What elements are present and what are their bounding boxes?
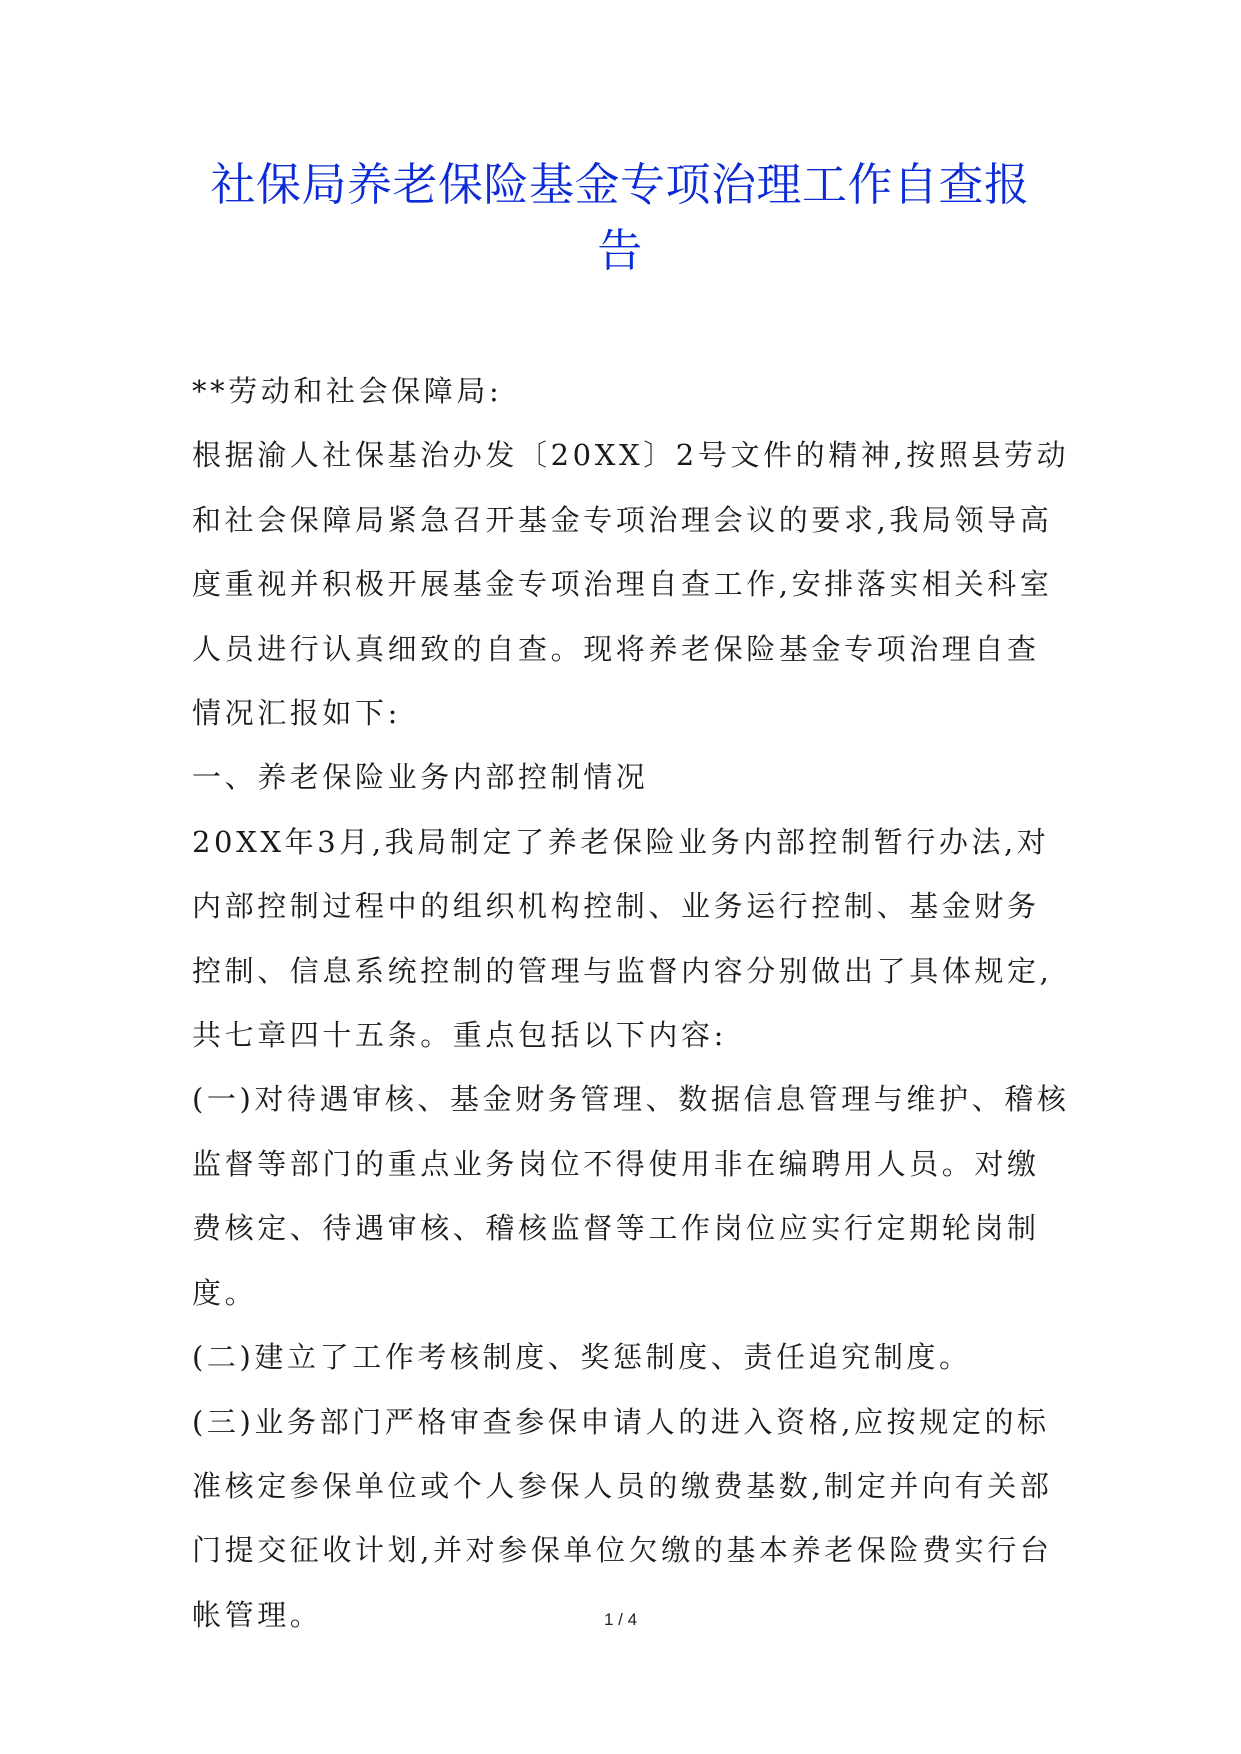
paragraph-internal-control: 20XX年3月,我局制定了养老保险业务内部控制暂行办法,对内部控制过程中的组织机构控制、业务运行控制、基金财务控制、信息系统控制的管理与监督内容分别做出了具体规定,共七章四十五条。重点包括以下内容:: [192, 824, 1053, 1053]
paragraph-intro: 根据渝人社保基治办发〔20XX〕2号文件的精神,按照县劳动和社会保障局紧急召开基金专项治理会议的要求,我局领导高度重视并积极开展基金专项治理自查工作,安排落实相关科室人员进行认真细致的自查。现将养老保险基金专项治理自查情况汇报如下:: [192, 438, 1070, 731]
document-body: [192, 359, 1072, 1647]
list-item-1: (一)对待遇审核、基金财务管理、数据信息管理与维护、稽核监督等部门的重点业务岗位不得使用非在编聘用人员。对缴费核定、待遇审核、稽核监督等工作岗位应实行定期轮岗制度。: [192, 1082, 1070, 1310]
list-item-2: (二)建立了工作考核制度、奖惩制度、责任追究制度。: [192, 1340, 972, 1375]
salutation: **劳动和社会保障局:: [192, 374, 503, 408]
page-number: 1 / 4: [603, 1610, 638, 1629]
list-item-3: (三)业务部门严格审查参保申请人的进入资格,应按规定的标准核定参保单位或个人参保人员的缴费基数,制定并向有关部门提交征收计划,并对参保单位欠缴的基本养老保险费实行台帐管理。: [192, 1404, 1053, 1632]
document-title: 社保局养老保险基金专项治理工作自查报告: [210, 158, 1030, 277]
section-heading-1: 一、养老保险业务内部控制情况: [192, 760, 649, 795]
